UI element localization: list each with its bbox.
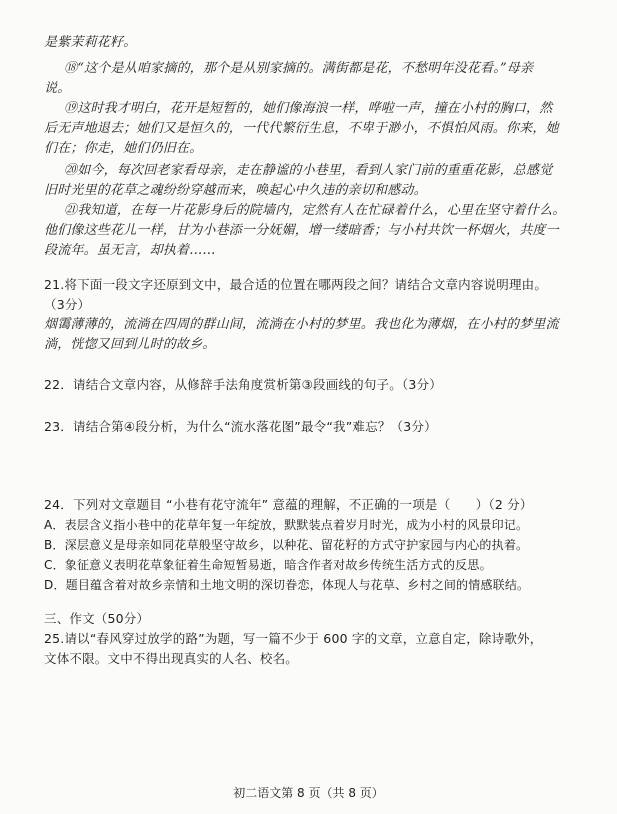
question-25: 25.请以“春风穿过放学的路”为题，写一篇不少于 600 字的文章，立意自定，除诗歌外， xyxy=(44,631,543,646)
passage-line: ⑳如今，每次回老家看母亲，走在静谧的小巷里，看到人家门前的重重花影，总感觉 xyxy=(64,163,553,178)
question-21-excerpt: 烟霭薄薄的，流淌在四周的群山间，流淌在小村的梦里。我也化为薄烟，在小村的梦里流 xyxy=(44,317,559,332)
question-24: 24．下列对文章题目 “小巷有花守流年” 意蕴的理解，不正确的一项是（ ）（2 分） xyxy=(44,497,533,512)
option-d: D．题目蕴含着对故乡亲情和土地文明的深切眷恋，体现人与花草、乡村之间的情感联结。 xyxy=(44,578,530,592)
question-21-score: （3分） xyxy=(44,297,91,312)
question-22: 22．请结合文章内容，从修辞手法角度赏析第③段画线的句子。（3分） xyxy=(44,377,442,392)
question-25: 文体不限。文中不得出现真实的人名、校名。 xyxy=(44,651,299,666)
question-23: 23．请结合第④段分析，为什么“流水落花图”最令“我”难忘？（3分） xyxy=(44,419,437,434)
passage-line: 说。 xyxy=(44,81,71,96)
question-21-excerpt: 淌，恍惚又回到儿时的故乡。 xyxy=(44,337,216,352)
passage-line: 他们像这些花儿一样，甘为小巷添一分妩媚，增一缕暗香；与小村共饮一杯烟火，共度一 xyxy=(44,223,559,238)
passage-line: ⑲这时我才明白，花开是短暂的，她们像海浪一样，哗啦一声，撞在小村的胸口，然 xyxy=(64,101,553,116)
passage-line: 后无声地退去；她们又是恒久的，一代代繁衍生息，不卑于渺小，不惧怕风雨。你来，她 xyxy=(44,121,559,136)
passage-line: ㉑我知道，在每一片花影身后的院墙内，定然有人在忙碌着什么，心里在坚守着什么。 xyxy=(64,203,566,218)
passage-line: 段流年。虽无言，却执着…… xyxy=(44,243,216,258)
question-21: 21.将下面一段文字还原到文中，最合适的位置在哪两段之间？请结合文章内容说明理由。 xyxy=(44,277,548,292)
passage-line: ⑱“这个是从咱家摘的，那个是从别家摘的。满街都是花，不愁明年没花看。”母亲 xyxy=(64,61,534,76)
page-footer: 初二语文第 8 页（共 8 页） xyxy=(233,786,384,800)
passage-line: 们在；你走，她们仍旧在。 xyxy=(44,141,203,156)
option-b: B．深层意义是母亲如同花草般坚守故乡，以种花、留花籽的方式守护家园与内心的执着。 xyxy=(44,538,529,552)
passage-line: 旧时光里的花草之魂纷纷穿越而来，唤起心中久违的亲切和感动。 xyxy=(44,183,427,198)
passage-line: 是紫茉莉花籽。 xyxy=(44,35,137,50)
section-heading: 三、作文（50分） xyxy=(44,611,150,626)
option-a: A．表层含义指小巷中的花草年复一年绽放，默默装点着岁月时光，成为小村的风景印记。 xyxy=(44,518,529,532)
option-c: C．象征意义表明花草象征着生命短暂易逝，暗含作者对故乡传统生活方式的反思。 xyxy=(44,558,492,572)
